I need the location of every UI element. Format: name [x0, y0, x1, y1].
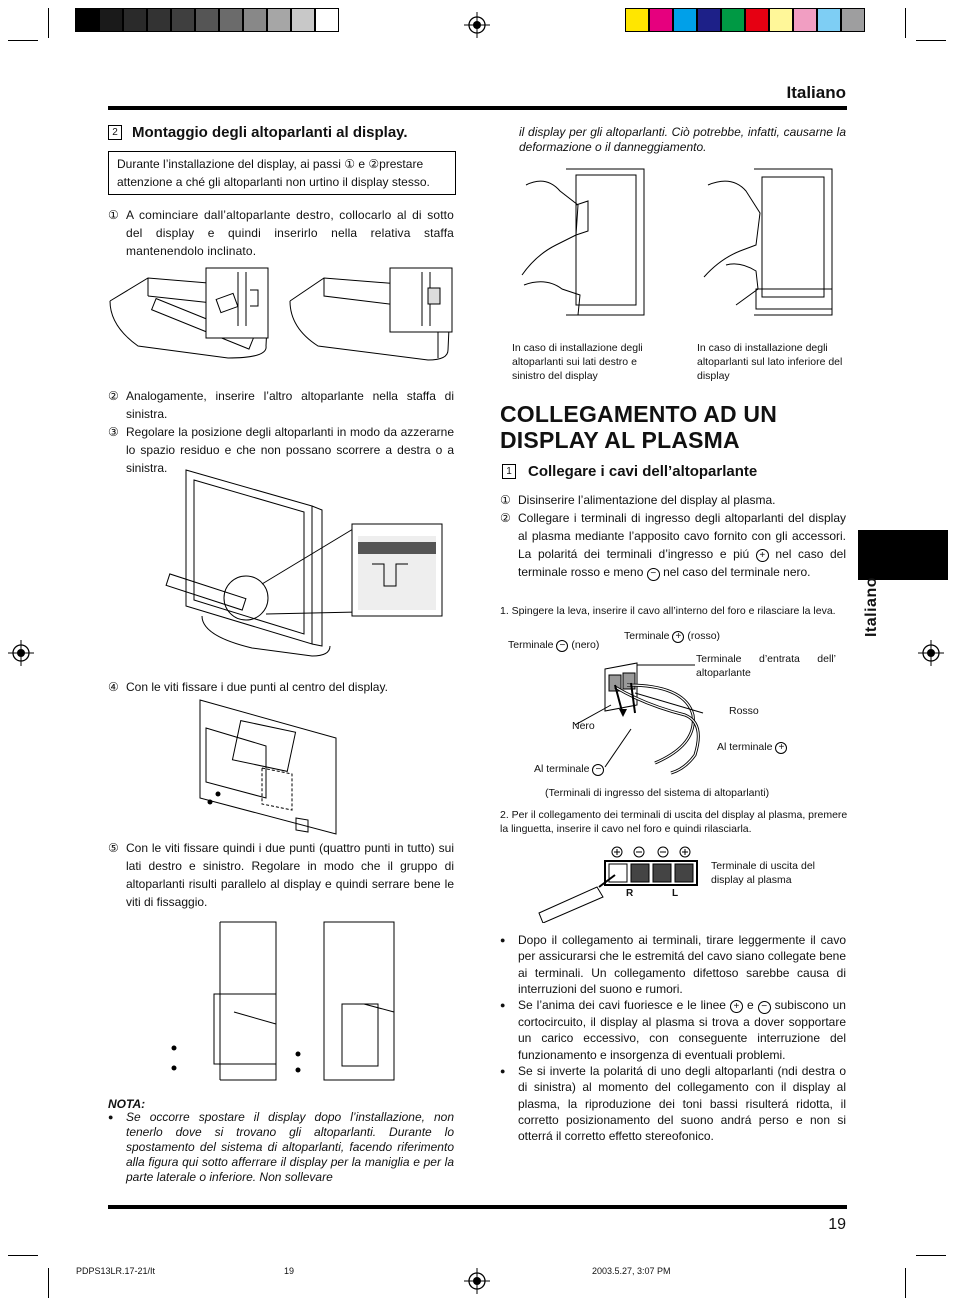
- main-title-line1: COLLEGAMENTO AD UN: [500, 401, 778, 427]
- main-title: [500, 401, 850, 453]
- color-swatch: [75, 8, 99, 32]
- diagram1-input-label: Terminale d’entrata dell’ altoparlante: [696, 653, 836, 679]
- minus-icon: −: [758, 1001, 771, 1014]
- color-swatch: [841, 8, 865, 32]
- section-heading-2: [108, 124, 458, 141]
- page-number: 19: [828, 1216, 846, 1233]
- diagram1-terminal-neg: Terminale − (nero): [508, 639, 600, 651]
- connection-bullets: [500, 932, 846, 1145]
- carry-bottom-speakers-illustration: [696, 165, 846, 337]
- color-swatch: [99, 8, 123, 32]
- plus-icon: +: [672, 631, 684, 643]
- bullet-item: ● Se si inverte la polaritá di uno degli altoparlanti (ndi destra o di sinistra) al momento del collegamento con il display al plasma, la riproduzione dei toni bassi risulterá ridotta, il corretto posizionamento del suono andrá perso e non si otterrá il corretto effetto stereofonico.: [500, 1063, 846, 1144]
- color-swatch: [817, 8, 841, 32]
- subsection-heading: [502, 463, 757, 480]
- notice-box: Durante l’installazione del display, ai passi ① e ②prestare attenzione a ché gli altoparlanti non urtino il display stesso.: [108, 151, 456, 195]
- section-title: Montaggio degli altoparlanti al display.: [132, 124, 408, 141]
- gray-scale-bar: [75, 8, 339, 32]
- diagram1-rosso: Rosso: [729, 705, 759, 717]
- side-tab-label: Italiano: [863, 577, 880, 638]
- subsection-number-box: 1: [502, 464, 516, 479]
- color-swatch: [769, 8, 793, 32]
- output-terminal-r: R: [626, 888, 634, 899]
- diagram1-terminal-pos: Terminale + (rosso): [624, 630, 721, 642]
- note-2: 2. Per il collegamento dei terminali di uscita del display al plasma, premere la linguetta, inserire il cavo nel foro e quindi rilasciarla.: [500, 809, 848, 835]
- color-swatch: [219, 8, 243, 32]
- diagram1-caption: (Terminali di ingresso del sistema di altoparlanti): [545, 787, 770, 799]
- bullet-item: ● Dopo il collegamento ai terminali, tirare leggermente il cavo per assicurarsi che le estremitá del cavo siano collegate bene ai terminali. Un collegamento difettoso sarebbe causa di interruzioni del suono e rumori.: [500, 932, 846, 997]
- speaker-terminal-wiring-diagram: [575, 645, 715, 775]
- header-rule: [108, 106, 847, 110]
- connect-steps: ① Disinserire l’alimentazione del display al plasma. ② Collegare i terminali di ingresso degli altoparlanti del display al plasma mediante l’apposito cavo fornito con gli accessori. La polaritá dei terminali d’ingresso e piú + nel caso del terminale rosso e meno − nel caso del terminale nero.: [500, 493, 846, 579]
- bullet-item: ● Se l’anima dei cavi fuoriesce e le linee + e − subiscono un cortocircuito, il display al plasma si trova a dover sopportare un carico eccessivo, con conseguente interruzione del funzionamento e insorgenza di eventuali problemi.: [500, 997, 846, 1063]
- registration-mark-left: [8, 640, 34, 666]
- footer-date: 2003.5.27, 3:07 PM: [592, 1266, 671, 1276]
- color-swatch: [147, 8, 171, 32]
- registration-mark-bottom: [464, 1268, 490, 1294]
- color-swatch: [267, 8, 291, 32]
- steps-2-3: ② Analogamente, inserire l’altro altoparlante nella staffa di sinistra. ③ Regolare la posizione degli altoparlanti in modo da azzerarne lo spazio residuo e che non possano scorrere a destra o a sinistra.: [108, 389, 454, 475]
- color-swatch: [793, 8, 817, 32]
- color-swatch: [625, 8, 649, 32]
- footer-rule: [108, 1205, 847, 1209]
- carry-side-speakers-illustration: [516, 165, 666, 337]
- caption-bottom-speakers: In caso di installazione degli altoparlanti sul lato inferiore del display: [697, 342, 843, 382]
- color-swatch: [123, 8, 147, 32]
- registration-mark-top: [464, 12, 490, 38]
- diagram1-al-neg: Al terminale −: [534, 762, 604, 776]
- step-4: ④ Con le viti fissare i due punti al centro del display.: [108, 680, 388, 694]
- diagram1-nero: Nero: [572, 720, 595, 732]
- color-swatch: [721, 8, 745, 32]
- output-terminal-diagram: [535, 843, 710, 923]
- plus-icon: +: [775, 742, 787, 754]
- diagram1-al-pos: Al terminale +: [717, 740, 787, 754]
- main-title-line2: DISPLAY AL PLASMA: [500, 427, 740, 453]
- color-swatch: [745, 8, 769, 32]
- nota-text: ● Se occorre spostare il display dopo l’installazione, non tenerlo dove si trovano gli altoparlanti. Durante lo spostamento del sistema di altoparlanti, facendo riferimento alla figura qui sotto afferrare il display per la maniglia e per la parte laterale o inferiore. Non sollevare: [108, 1110, 454, 1185]
- color-swatch: [243, 8, 267, 32]
- color-swatch: [291, 8, 315, 32]
- minus-icon: −: [647, 568, 660, 581]
- caption-side-speakers: In caso di installazione degli altoparlanti sui lati destro e sinistro del display: [512, 342, 643, 382]
- registration-mark-right: [918, 640, 944, 666]
- color-swatch: [649, 8, 673, 32]
- header-language: Italiano: [786, 83, 846, 102]
- nota-label: NOTA:: [108, 1097, 146, 1111]
- color-swatch: [697, 8, 721, 32]
- nota-continued: il display per gli altoparlanti. Ciò potrebbe, infatti, causarne la deformazione o il danneggiamento.: [519, 125, 846, 154]
- footer-page-small: 19: [284, 1266, 295, 1276]
- side-screws-illustration: [164, 920, 406, 1084]
- color-swatch: [171, 8, 195, 32]
- minus-icon: −: [592, 764, 604, 776]
- step-1: ① A cominciare dall’altoparlante destro, collocarlo al di sotto del display e quindi inserirlo nella relativa staffa mantenendolo inclinato.: [108, 208, 454, 258]
- center-screws-illustration: [196, 698, 338, 836]
- color-bar: [625, 8, 865, 32]
- speaker-insertion-illustration: [108, 266, 458, 384]
- section-number-box: 2: [108, 125, 122, 140]
- plus-icon: +: [756, 549, 769, 562]
- color-swatch: [195, 8, 219, 32]
- note-1: 1. Spingere la leva, inserire il cavo all’interno del foro e rilasciare la leva.: [500, 605, 836, 617]
- display-alignment-illustration: [162, 466, 452, 662]
- footer-file: PDPS13LR.17-21/It: [76, 1266, 156, 1276]
- output-terminal-l: L: [672, 888, 679, 899]
- minus-icon: −: [556, 640, 568, 652]
- plus-icon: +: [730, 1000, 743, 1013]
- subsection-title: Collegare i cavi dell’altoparlante: [528, 463, 758, 480]
- color-swatch: [673, 8, 697, 32]
- step-5: ⑤ Con le viti fissare quindi i due punti (quattro punti in tutto) sui lati destro e sinistro. Regolare in modo che il gruppo di altoparlanti risulti parallelo al display e quindi serrare bene le viti di fissaggio.: [108, 841, 454, 909]
- color-swatch: [315, 8, 339, 32]
- diagram2-label: Terminale di uscita del display al plasma: [711, 860, 815, 886]
